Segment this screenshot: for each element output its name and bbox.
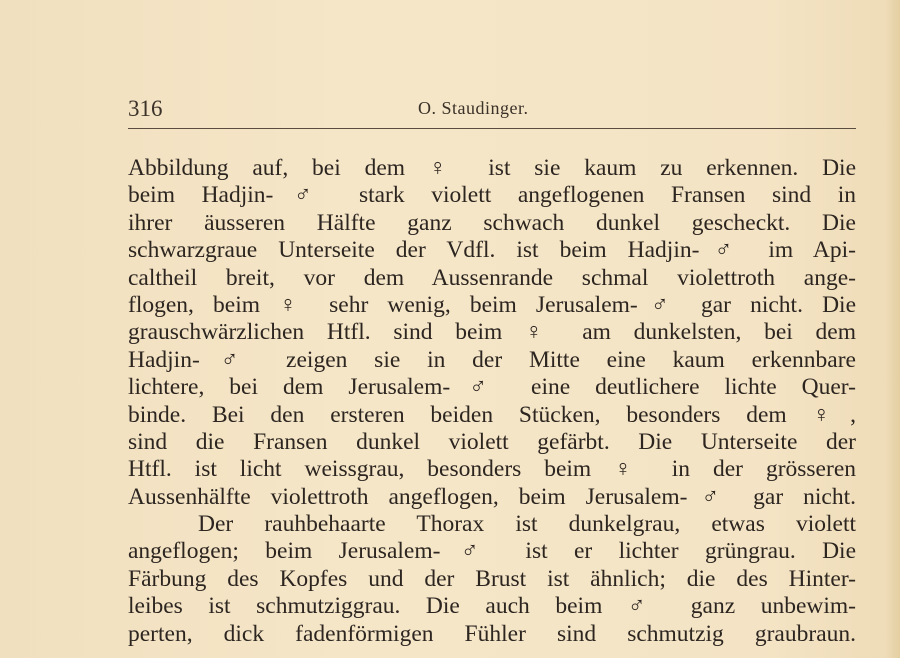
- text-line: Färbung des Kopfes und der Brust ist ähnlich; die des Hinter-: [128, 565, 856, 592]
- page-edge-shadow: [886, 0, 900, 658]
- header-rule: [128, 128, 856, 129]
- text-line: Htfl. ist licht weissgrau, besonders beim ♀ in der grösseren: [128, 456, 856, 483]
- text-line: perten, dick fadenförmigen Fühler sind schmutzig graubraun.: [128, 620, 856, 647]
- text-line: binde. Bei den ersteren beiden Stücken, besonders dem ♀,: [128, 401, 856, 428]
- text-line: ihrer äusseren Hälfte ganz schwach dunkel gescheckt. Die: [128, 209, 856, 236]
- body-text: [128, 155, 856, 648]
- text-line-paragraph-start: Der rauhbehaarte Thorax ist dunkelgrau, etwas violett: [198, 511, 856, 538]
- page-header: [128, 92, 856, 128]
- text-line: Aussenhälfte violettroth angeflogen, beim Jerusalem-♂ gar nicht.: [128, 483, 856, 510]
- running-head: O. Staudinger.: [418, 98, 529, 118]
- text-line: lichtere, bei dem Jerusalem-♂ eine deutlichere lichte Quer-: [128, 374, 856, 401]
- text-line: sind die Fransen dunkel violett gefärbt. Die Unterseite der: [128, 428, 856, 455]
- page-number: 316: [128, 96, 163, 121]
- text-line: Abbildung auf, bei dem ♀ ist sie kaum zu erkennen. Die: [128, 155, 856, 181]
- text-line: schwarzgraue Unterseite der Vdfl. ist beim Hadjin-♂ im Api-: [128, 237, 856, 264]
- text-line: flogen, beim ♀ sehr wenig, beim Jerusalem-♂ gar nicht. Die: [128, 291, 856, 318]
- text-line: leibes ist schmutziggrau. Die auch beim ♂ ganz unbewim-: [128, 593, 856, 620]
- text-line: beim Hadjin-♂ stark violett angeflogenen Fransen sind in: [128, 182, 856, 209]
- text-line: grauschwärzlichen Htfl. sind beim ♀ am dunkelsten, bei dem: [128, 319, 856, 346]
- text-line: Hadjin-♂ zeigen sie in der Mitte eine kaum erkennbare: [128, 346, 856, 373]
- text-line: angeflogen; beim Jerusalem-♂ ist er lichter grüngrau. Die: [128, 538, 856, 565]
- text-line: caltheil breit, vor dem Aussenrande schmal violettroth ange-: [128, 264, 856, 291]
